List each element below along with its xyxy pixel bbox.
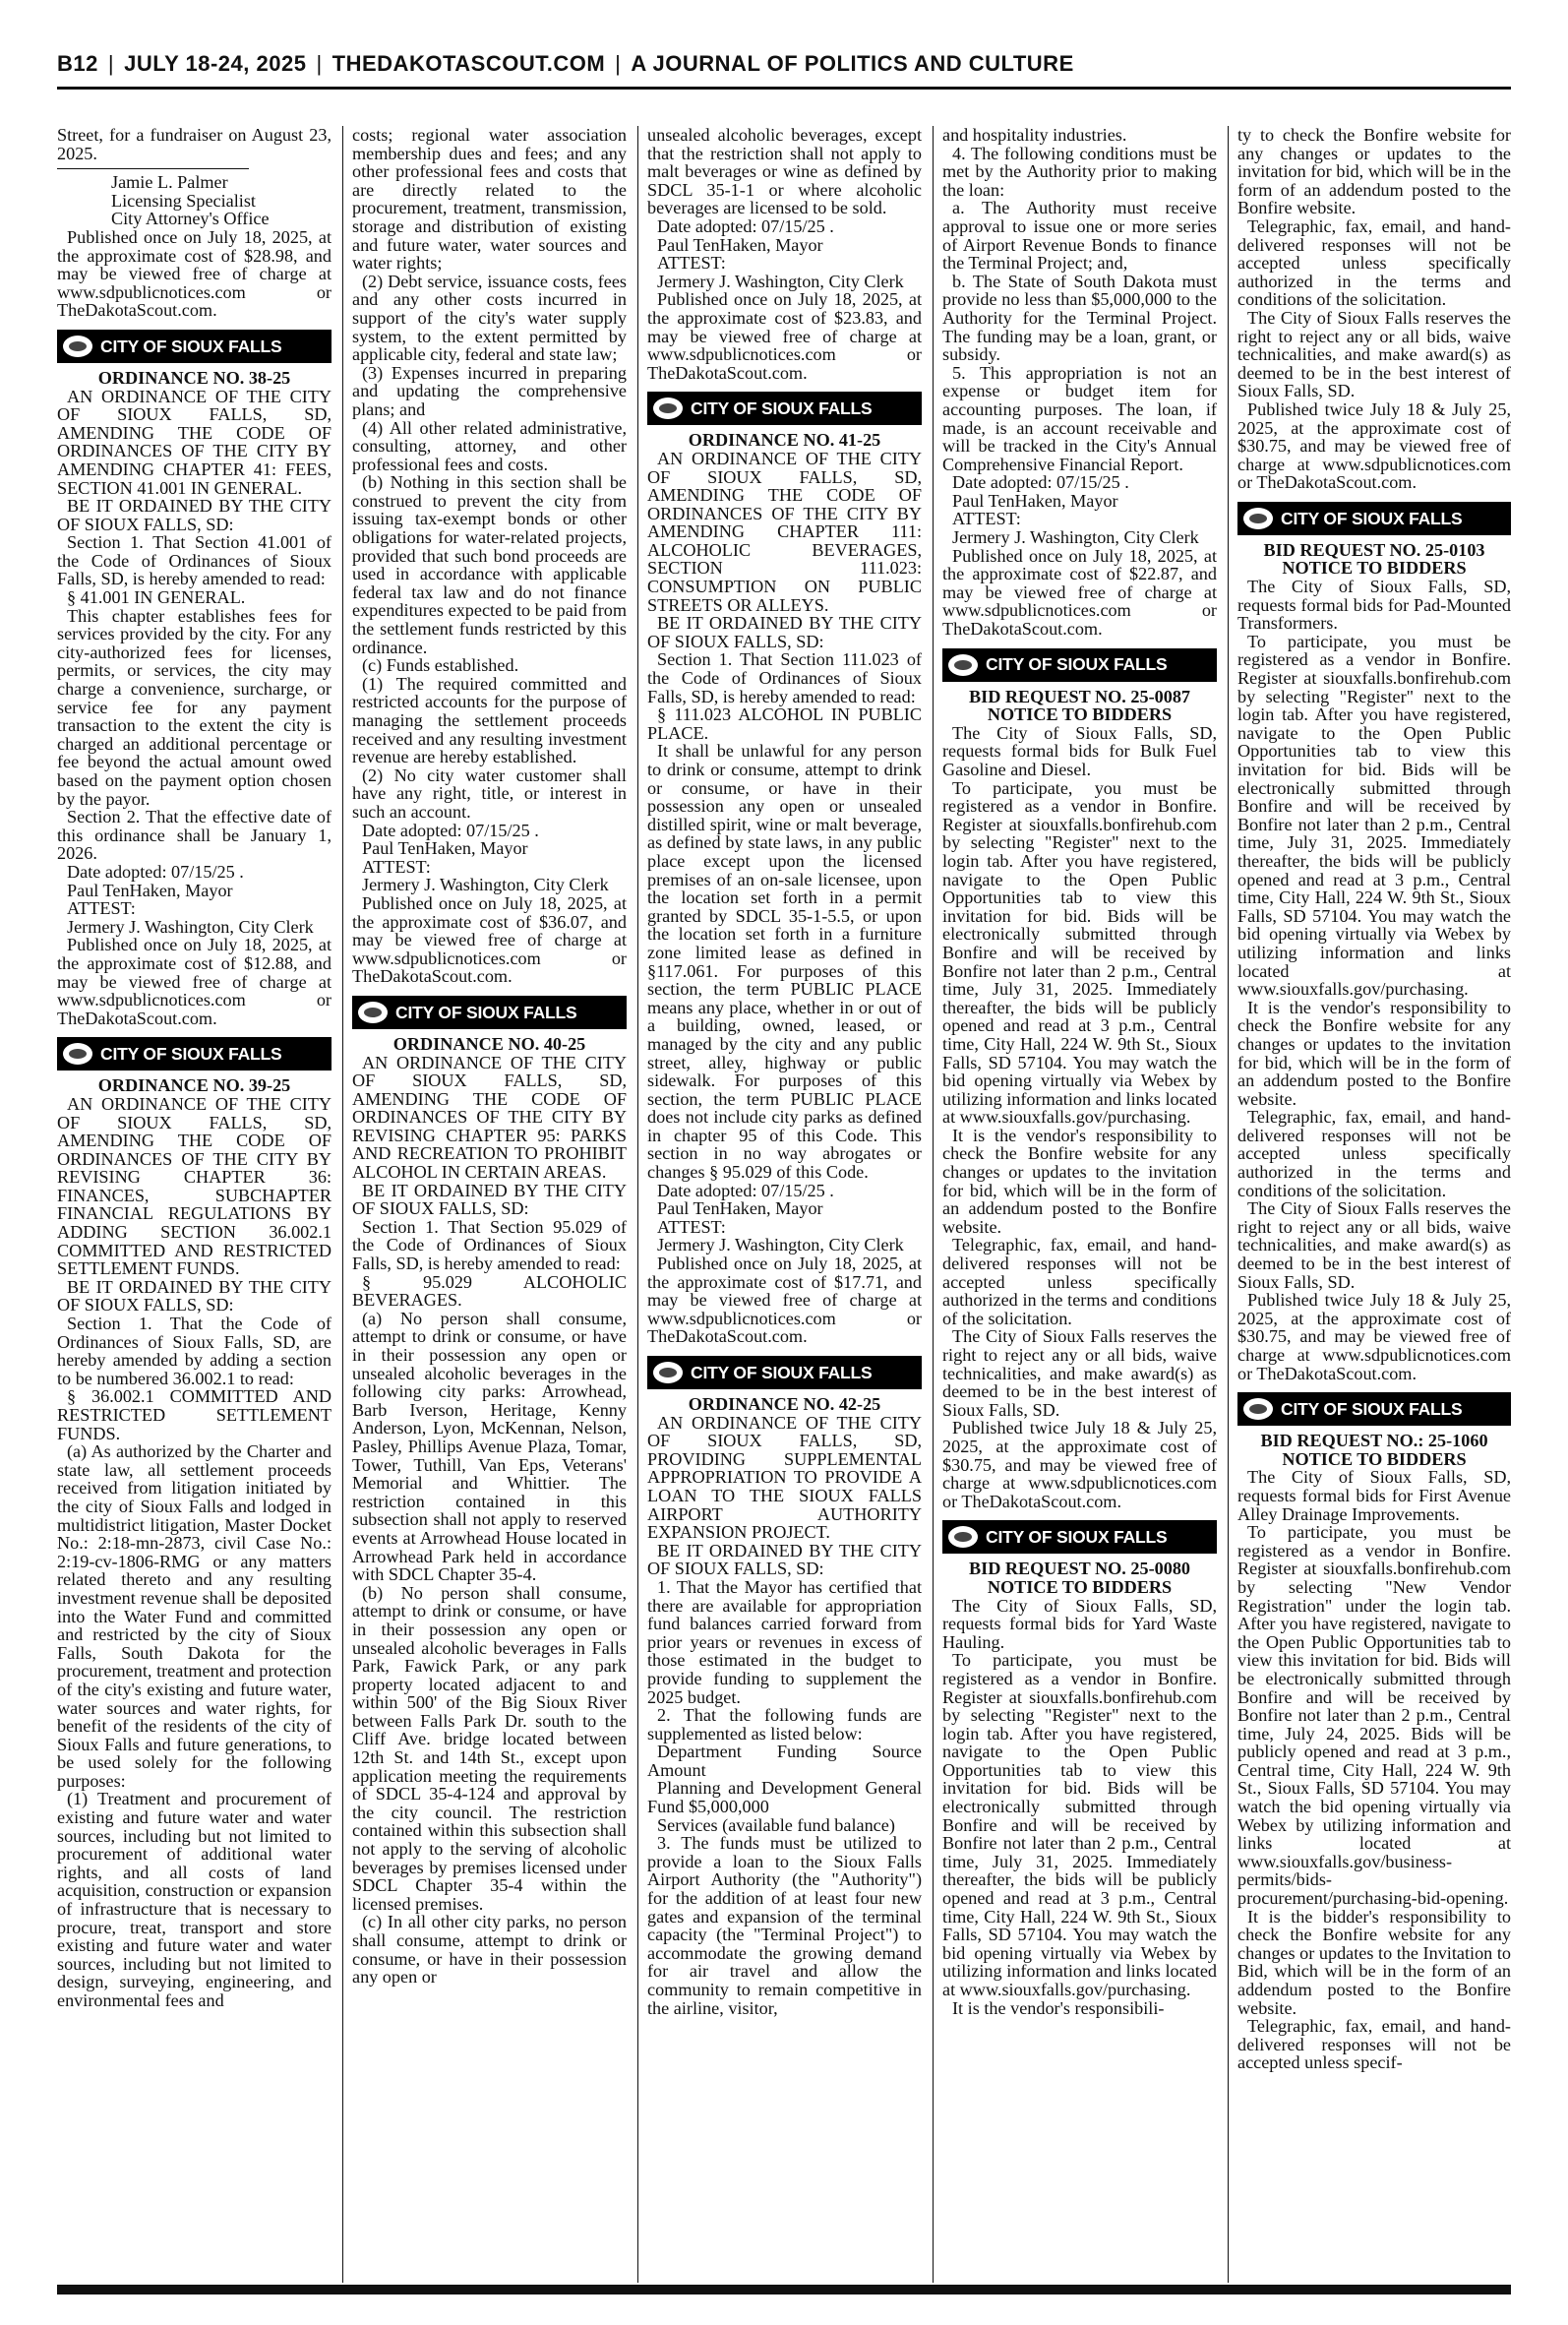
notice-columns — [57, 126, 1511, 2283]
notice-text: The City of Sioux Falls reserves the right to reject any or all bids, waive technicalities, and make award(s) as deemed to be in the best interest of Sioux Falls, SD. — [1237, 307, 1511, 401]
publication-note: Published once on July 18, 2025, at the approximate cost of $17.71, and may be viewed free of charge at www.sdpublicnotices.com or TheDakotaScout.com. — [647, 1254, 922, 1347]
notice-text: Telegraphic, fax, email, and hand-delivered responses will not be accepted unless specif- — [1237, 2016, 1511, 2073]
notice-text: The City of Sioux Falls reserves the right to reject any or all bids, waive technicalities, and make award(s) as deemed to be in the best interest of Sioux Falls, SD. — [942, 1326, 1217, 1420]
notice-text: 5. This appropriation is not an expense or budget item for accounting purposes. The loan, if made, is an account receivable and will be tracked in the City's Annual Comprehensive Financial Report. — [942, 362, 1217, 474]
notice-text: AN ORDINANCE OF THE CITY OF SIOUX FALLS, SD, PROVIDING SUPPLEMENTAL APPROPRIATION TO PROVIDE A LOAN TO THE SIOUX FALLS AIRPORT AUTHORITY EXPANSION PROJECT. — [647, 1412, 922, 1543]
notice-text: BE IT ORDAINED BY THE CITY OF SIOUX FALLS, SD: — [647, 1540, 922, 1579]
clerk-name: Jermery J. Washington, City Clerk — [657, 1235, 904, 1255]
notice-text: 1. That the Mayor has certified that there are available for appropriation fund balances carried forward from prior years or revenues in excess of those estimated in the budget to provide funding to supplement the 2025 budget. — [647, 1576, 922, 1707]
notice-text: To participate, you must be registered as a vendor in Bonfire. Register at siouxfalls.bonfirehub.com by selecting "New Vendor Registration" under the login tab. After you have registered, navigate to the Open Public Opportunities tab to view this invitation for bid. Bids will be electronically submitted through Bonfire and will be received by Bonfire not later than 2 p.m., Central time, July 24, 2025. Bids will be publicly opened and read at 3 p.m., Central time, City Hall, 224 W. 9th St., Sioux Falls, SD 57104. You may watch the bid opening virtually via Webex by utilizing information and links located at www.siouxfalls.gov/business-permits/bids-procurement/purchasing-bid-opening. — [1237, 1522, 1511, 1909]
notice-text: AN ORDINANCE OF THE CITY OF SIOUX FALLS, SD, AMENDING THE CODE OF ORDINANCES OF THE CITY BY REVISING CHAPTER 36: FINANCES, SUBCHAPTER FINANCIAL REGULATIONS BY ADDING SECTION 36.002.1 COMMITTED AND RESTRICTED SETTLEMENT FUNDS. — [57, 1093, 332, 1279]
notice-subtitle: NOTICE TO BIDDERS — [987, 1576, 1173, 1597]
mayor-name: Paul TenHaken, Mayor — [67, 880, 233, 900]
notice-text: Section 1. That the Code of Ordinances of Sioux Falls, SD, are hereby amended by adding a section to be numbered 36.002.1 to read: — [57, 1314, 332, 1388]
notice-text: ty to check the Bonfire website for any changes or updates to the invitation for bid, which will be in the form of an addendum posted to the Bonfire website. — [1237, 126, 1511, 218]
banner-label: CITY OF SIOUX FALLS — [1281, 1398, 1463, 1419]
notice-text: Planning and Development General Fund $5,000,000 — [647, 1778, 922, 1817]
section-banner — [942, 1520, 1217, 1554]
section-banner — [1237, 1392, 1511, 1426]
notice-text: AN ORDINANCE OF THE CITY OF SIOUX FALLS, SD, AMENDING THE CODE OF ORDINANCES OF THE CITY BY REVISING CHAPTER 95: PARKS AND RECREATION TO PROHIBIT ALCOHOL IN CERTAIN AREAS. — [352, 1052, 627, 1183]
notice-text: AN ORDINANCE OF THE CITY OF SIOUX FALLS, SD, AMENDING THE CODE OF ORDINANCES OF THE CITY BY AMENDING CHAPTER 111: ALCOHOLIC BEVERAGES, SECTION 111.023: CONSUMPTION ON PUBLIC STREETS OR ALLEYS. — [647, 448, 922, 615]
notice-text: costs; regional water association membership dues and fees; and any other professional fees and costs that are directly related to the procurement, treatment, transmission, storage and distribution of existing and future water, water sources and water rights; — [352, 126, 627, 274]
section-banner — [647, 392, 922, 425]
column-1 — [57, 126, 332, 2283]
column-4 — [942, 126, 1217, 2283]
notice-text: It shall be unlawful for any person to drink or consume, attempt to drink or consume, or have in their possession any open or unsealed distilled spirit, wine or malt beverage, as defined by state laws, in any public place except upon the licensed premises of an on-sale licensee, upon the location set forth in a permit granted by SDCL 35-1-5.5, or upon the location set forth in a furniture zone limited lease as defined in §117.061. For purposes of this section, the term PUBLIC PLACE means any place, whether in or out of a building, owned, leased, or managed by the city and any public street, alley, highway or public sidewalk. For purposes of this section, the term PUBLIC PLACE does not include city parks as defined in chapter 95 of this Code. This section in no way abrogates or changes § 95.029 of this Code. — [647, 741, 922, 1183]
notice-text: The City of Sioux Falls, SD, requests formal bids for First Avenue Alley Drainage Improvements. — [1237, 1467, 1511, 1524]
column-5 — [1237, 126, 1511, 2283]
column-3 — [647, 126, 922, 2283]
masthead — [57, 51, 1511, 90]
notice-text: It is the vendor's responsibili- — [952, 1997, 1165, 2018]
publication-note: Published once on July 18, 2025, at the approximate cost of $36.07, and may be viewed free of charge at www.sdpublicnotices.com or TheDakotaScout.com. — [352, 892, 627, 987]
notice-text: Department Funding Source Amount — [647, 1742, 922, 1780]
attest-label: ATTEST: — [67, 898, 136, 919]
notice-title: ORDINANCE NO. 38-25 — [97, 367, 291, 388]
publication-note: Published once on July 18, 2025, at the approximate cost of $23.83, and may be viewed free of charge at www.sdpublicnotices.com or TheDakotaScout.com. — [647, 289, 922, 383]
notice-text: 2. That the following funds are supplemented as listed below: — [647, 1705, 922, 1744]
notice-text: Telegraphic, fax, email, and hand-delivered responses will not be accepted unless specifically authorized in the terms and conditions of the solicitation. — [1237, 1107, 1511, 1200]
masthead-separator: | — [316, 51, 323, 76]
notice-text: It is the vendor's responsibility to check the Bonfire website for any changes or updates to the invitation for bid, which will be in the form of an addendum posted to the Bonfire website. — [942, 1125, 1217, 1237]
clerk-name: Jermery J. Washington, City Clerk — [67, 916, 314, 937]
notice-text: The City of Sioux Falls, SD, requests formal bids for Yard Waste Hauling. — [942, 1595, 1217, 1652]
divider-rule — [57, 168, 249, 169]
notice-subtitle: NOTICE TO BIDDERS — [1282, 1448, 1467, 1469]
notice-text: The City of Sioux Falls reserves the right to reject any or all bids, waive technicalities, and make award(s) as deemed to be in the best interest of Sioux Falls, SD. — [1237, 1198, 1511, 1292]
column-divider — [342, 126, 343, 2283]
city-seal-icon — [63, 1043, 92, 1065]
city-seal-icon — [63, 336, 92, 357]
notice-text: Telegraphic, fax, email, and hand-delivered responses will not be accepted unless specifically authorized in the terms and conditions of the solicitation. — [942, 1235, 1217, 1328]
notice-text: (c) Funds established. — [362, 655, 519, 676]
notice-text: (c) In all other city parks, no person shall consume, attempt to drink or consume, or have in their possession any open or — [352, 1912, 627, 1988]
clerk-name: Jermery J. Washington, City Clerk — [657, 271, 904, 291]
date-adopted: Date adopted: 07/15/25 . — [657, 1180, 834, 1200]
banner-label: CITY OF SIOUX FALLS — [691, 1362, 873, 1382]
section-banner — [942, 648, 1217, 682]
notice-text: § 36.002.1 COMMITTED AND RESTRICTED SETTLEMENT FUNDS. — [57, 1386, 332, 1443]
city-seal-icon — [653, 1362, 683, 1383]
column-2 — [352, 126, 627, 2283]
date-adopted: Date adopted: 07/15/25 . — [952, 472, 1129, 493]
tagline: A JOURNAL OF POLITICS AND CULTURE — [631, 51, 1074, 76]
signer-name: Jamie L. Palmer — [111, 172, 228, 193]
notice-text: § 95.029 ALCOHOLIC BEVERAGES. — [352, 1271, 627, 1311]
notice-text: (2) No city water customer shall have any right, title, or interest in such an account. — [352, 765, 627, 822]
city-seal-icon — [653, 398, 683, 419]
publication-note: Published twice July 18 & July 25, 2025, at the approximate cost of $30.75, and may be viewed free of charge at www.sdpublicnotices.com or TheDakotaScout.com. — [942, 1418, 1217, 1511]
notice-title: BID REQUEST NO. 25-0087 — [968, 686, 1191, 706]
notice-text: Section 2. That the effective date of this ordinance shall be January 1, 2026. — [57, 807, 332, 864]
banner-label: CITY OF SIOUX FALLS — [100, 336, 282, 356]
notice-text: BE IT ORDAINED BY THE CITY OF SIOUX FALLS, SD: — [352, 1180, 627, 1219]
notice-text: BE IT ORDAINED BY THE CITY OF SIOUX FALLS, SD: — [57, 1276, 332, 1315]
signer-title: Licensing Specialist — [111, 190, 256, 211]
publication-note: Published once on July 18, 2025, at the approximate cost of $12.88, and may be viewed free of charge at www.sdpublicnotices.com or TheDakotaScout.com. — [57, 935, 332, 1028]
notice-title: ORDINANCE NO. 41-25 — [688, 430, 881, 451]
city-seal-icon — [358, 1002, 388, 1023]
publication-note: Published twice July 18 & July 25, 2025, at the approximate cost of $30.75, and may be viewed free of charge at www.sdpublicnotices.com or TheDakotaScout.com. — [1237, 1290, 1511, 1383]
city-seal-icon — [1243, 1398, 1273, 1420]
notice-text: The City of Sioux Falls, SD, requests formal bids for Bulk Fuel Gasoline and Diesel. — [942, 722, 1217, 779]
notice-text: (4) All other related administrative, consulting, attorney, and other professional fees and costs. — [352, 417, 627, 474]
notice-text: BE IT ORDAINED BY THE CITY OF SIOUX FALLS, SD: — [57, 496, 332, 534]
notice-text: unsealed alcoholic beverages, except that the restriction shall not apply to malt beverages or wine as defined by SDCL 35-1-1 or where alcoholic beverages are licensed to be sold. — [647, 126, 922, 218]
notice-text: AN ORDINANCE OF THE CITY OF SIOUX FALLS, SD, AMENDING THE CODE OF ORDINANCES OF THE CITY BY AMENDING CHAPTER 41: FEES, SECTION 41.001 IN GENERAL. — [57, 386, 332, 498]
mayor-name: Paul TenHaken, Mayor — [657, 234, 823, 255]
notice-text: Section 1. That Section 111.023 of the Code of Ordinances of Sioux Falls, SD, is hereby amended to read: — [647, 649, 922, 706]
notice-text: Section 1. That Section 95.029 of the Code of Ordinances of Sioux Falls, SD, is hereby amended to read: — [352, 1216, 627, 1274]
column-divider — [637, 126, 638, 2283]
banner-label: CITY OF SIOUX FALLS — [986, 654, 1168, 675]
notice-text: § 41.001 IN GENERAL. — [67, 587, 246, 608]
column-divider — [933, 126, 934, 2283]
notice-subtitle: NOTICE TO BIDDERS — [987, 704, 1173, 725]
notice-title: BID REQUEST NO. 25-0103 — [1263, 539, 1485, 560]
attest-label: ATTEST: — [362, 856, 431, 877]
notice-title: ORDINANCE NO. 39-25 — [97, 1075, 291, 1096]
notice-text: To participate, you must be registered as a vendor in Bonfire. Register at siouxfalls.bonfirehub.com by selecting "Register" next to the login tab. After you have registered, navigate to the Open Public Opportunities tab to view this invitation for bid. Bids will be electronically submitted through Bonfire and will be received by Bonfire not later than 2 p.m., Central time, July 31, 2025. Immediately thereafter, the bids will be publicly opened and read at 3 p.m., Central time, City Hall, 224 W. 9th St., Sioux Falls, SD 57104. You may watch the bid opening virtually via Webex by utilizing information and links located at www.siouxfalls.gov/purchasing. — [942, 1650, 1217, 1999]
notice-text: It is the bidder's responsibility to check the Bonfire website for any changes or updates to the Invitation to Bid, which will be in the form of an addendum posted to the Bonfire website. — [1237, 1906, 1511, 2018]
notice-text: Street, for a fundraiser on August 23, 2025. — [57, 126, 332, 163]
section-banner — [352, 996, 627, 1029]
signer-office: City Attorney's Office — [111, 209, 270, 229]
city-seal-icon — [948, 1526, 978, 1548]
attest-label: ATTEST: — [952, 509, 1021, 529]
notice-text: Telegraphic, fax, email, and hand-delivered responses will not be accepted unless specifically authorized in the terms and conditions of the solicitation. — [1237, 215, 1511, 310]
clerk-name: Jermery J. Washington, City Clerk — [952, 527, 1199, 548]
notice-text: Section 1. That Section 41.001 of the Code of Ordinances of Sioux Falls, SD, is hereby amended to read: — [57, 532, 332, 589]
site-name: THEDAKOTASCOUT.COM — [332, 51, 606, 76]
notice-text: The City of Sioux Falls, SD, requests formal bids for Pad-Mounted Transformers. — [1237, 577, 1511, 634]
clerk-name: Jermery J. Washington, City Clerk — [362, 875, 609, 895]
notice-text: (b) Nothing in this section shall be construed to prevent the city from issuing tax-exempt bonds or other obligations for water-related projects, provided that such bond proceeds are used in accordance with applicable federal tax law and do not finance expenditures expected to be paid from the settlement funds restricted by this ordinance. — [352, 472, 627, 657]
notice-text: To participate, you must be registered as a vendor in Bonfire. Register at siouxfalls.bonfirehub.com by selecting "Register" next to the login tab. After you have registered, navigate to the Open Public Opportunities tab to view this invitation for bid. Bids will be electronically submitted through Bonfire and will be received by Bonfire not later than 2 p.m., Central time, July 31, 2025. Immediately thereafter, the bids will be publicly opened and read at 3 p.m., Central time, City Hall, 224 W. 9th St., Sioux Falls, SD 57104. You may watch the bid opening virtually via Webex by utilizing information and links located at www.siouxfalls.gov/purchasing. — [1237, 631, 1511, 1000]
page-number: B12 — [57, 51, 98, 76]
notice-text: This chapter establishes fees for services provided by the city. For any city-authorized fees for licenses, permits, or services, the city may charge a convenience, surcharge, or service fee for any payment transaction to the extent the city is charged an additional percentage or fee beyond the actual amount owed based on the payment option chosen by the payor. — [57, 605, 332, 809]
banner-label: CITY OF SIOUX FALLS — [1281, 508, 1463, 528]
notice-text: (b) No person shall consume, attempt to drink or consume, or have in their possession any open or unsealed alcoholic beverages in Falls Park, Fawick Park, or any park property located adjacent to and within 500' of the Big Sioux River between Falls Park Dr. south to the Cliff Ave. bridge located between 12th St. and 14th St., except upon application meeting the requirements of SDCL 35-4-124 and approval by the city council. The restriction contained within this subsection shall not apply to the serving of alcoholic beverages by premises licensed under SDCL Chapter 35-4 within the licensed premises. — [352, 1582, 627, 1914]
notice-text: (a) As authorized by the Charter and state law, all settlement proceeds received from litigation initiated by the city of Sioux Falls and lodged in multidistrict litigation, Master Docket No.: 2:18-mn-2873, civil Case No.: 2:19-cv-1806-RMG or any matters related thereto and any resulting investment revenue shall be deposited into the Water Fund and committed and restricted by the city of Sioux Falls, South Dakota for the procurement, treatment and protection of the city's existing and future water, water sources and water rights, for benefit of the residents of the city of Sioux Falls and future generations, to be used solely for the following purposes: — [57, 1441, 332, 1791]
banner-label: CITY OF SIOUX FALLS — [986, 1527, 1168, 1548]
notice-title: ORDINANCE NO. 42-25 — [688, 1394, 881, 1414]
footer-rule — [57, 2285, 1511, 2294]
notice-text: (a) No person shall consume, attempt to drink or consume, or have in their possession any open or unsealed alcoholic beverages in the following city parks: Arrowhead, Barb Iverson, Heritage, Kenny Anderson, Lyon, McKennan, Nelson, Pasley, Phillips Avenue Plaza, Tomar, Tower, Tuthill, Van Eps, Veterans' Memorial and Whittier. The restriction contained in this subsection shall not apply to reserved events at Arrowhead House located in Arrowhead Park held in accordance with SDCL Chapter 35-4. — [352, 1308, 627, 1585]
notice-text: It is the vendor's responsibility to check the Bonfire website for any changes or updates to the invitation for bid, which will be in the form of an addendum posted to the Bonfire website. — [1237, 997, 1511, 1109]
mayor-name: Paul TenHaken, Mayor — [362, 838, 528, 859]
publication-note: Published once on July 18, 2025, at the approximate cost of $22.87, and may be viewed free of charge at www.sdpublicnotices.com or TheDakotaScout.com. — [942, 545, 1217, 640]
issue-dates: JULY 18-24, 2025 — [124, 51, 307, 76]
column-divider — [1228, 126, 1229, 2283]
masthead-separator: | — [107, 51, 115, 76]
publication-note: Published twice July 18 & July 25, 2025, at the approximate cost of $30.75, and may be viewed free of charge at www.sdpublicnotices.com or TheDakotaScout.com. — [1237, 398, 1511, 493]
notice-text: b. The State of South Dakota must provide no less than $5,000,000 to the Authority for the Terminal Project. The funding may be a loan, grant, or subsidy. — [942, 271, 1217, 365]
notice-text: 4. The following conditions must be met by the Authority prior to making the loan: — [942, 143, 1217, 200]
section-banner — [1237, 502, 1511, 535]
notice-text: (1) The required committed and restricted accounts for the purpose of managing the settlement proceeds received and any resulting investment revenue are hereby established. — [352, 673, 627, 767]
notice-text: To participate, you must be registered as a vendor in Bonfire. Register at siouxfalls.bonfirehub.com by selecting "Register" next to the login tab. After you have registered, navigate to the Open Public Opportunities tab to view this invitation for bid. Bids will be electronically submitted through Bonfire and will be received by Bonfire not later than 2 p.m., Central time, July 31, 2025. Immediately thereafter, the bids will be publicly opened and read at 3 p.m., Central time, City Hall, 224 W. 9th St., Sioux Falls, SD 57104. You may watch the bid opening virtually via Webex by utilizing information and links located at www.siouxfalls.gov/purchasing. — [942, 777, 1217, 1128]
mayor-name: Paul TenHaken, Mayor — [952, 490, 1118, 511]
notice-text: (2) Debt service, issuance costs, fees and any other costs incurred in support of the city's water supply system, to the extent permitted by applicable city, federal and state law; — [352, 271, 627, 365]
city-seal-icon — [1243, 508, 1273, 529]
publication-note: Published once on July 18, 2025, at the approximate cost of $28.98, and may be viewed free of charge at www.sdpublicnotices.com or TheDakotaScout.com. — [57, 226, 332, 321]
attest-label: ATTEST: — [657, 253, 726, 274]
mayor-name: Paul TenHaken, Mayor — [657, 1198, 823, 1219]
notice-title: BID REQUEST NO.: 25-1060 — [1260, 1431, 1488, 1451]
notice-text: a. The Authority must receive approval to issue one or more series of Airport Revenue Bonds to finance the Terminal Project; and, — [942, 198, 1217, 274]
notice-text: § 111.023 ALCOHOL IN PUBLIC PLACE. — [647, 704, 922, 743]
date-adopted: Date adopted: 07/15/25 . — [657, 215, 834, 236]
masthead-separator: | — [615, 51, 622, 76]
section-banner — [647, 1356, 922, 1389]
notice-text: BE IT ORDAINED BY THE CITY OF SIOUX FALLS, SD: — [647, 613, 922, 651]
date-adopted: Date adopted: 07/15/25 . — [362, 820, 539, 840]
notice-text: and hospitality industries. — [942, 126, 1127, 145]
banner-label: CITY OF SIOUX FALLS — [395, 1002, 577, 1022]
notice-text: (1) Treatment and procurement of existing and future water and water sources, including but not limited to procurement of additional water rights, and all costs of land acquisition, construction or expansion of infrastructure that is necessary to procure, treat, transport and store existing and future water and water sources, including but not limited to design, surveying, engineering, and environmental fees and — [57, 1789, 332, 2010]
banner-label: CITY OF SIOUX FALLS — [691, 398, 873, 419]
notice-text: Services (available fund balance) — [657, 1814, 895, 1835]
notice-text: (3) Expenses incurred in preparing and updating the comprehensive plans; and — [352, 362, 627, 419]
date-adopted: Date adopted: 07/15/25 . — [67, 861, 244, 882]
section-banner — [57, 330, 332, 363]
banner-label: CITY OF SIOUX FALLS — [100, 1044, 282, 1065]
notice-title: ORDINANCE NO. 40-25 — [392, 1033, 586, 1054]
notice-subtitle: NOTICE TO BIDDERS — [1282, 558, 1467, 579]
notice-title: BID REQUEST NO. 25-0080 — [968, 1559, 1191, 1579]
notice-text: 3. The funds must be utilized to provide a loan to the Sioux Falls Airport Authority (the "Authority") for the addition of at least four new gates and expansion of the terminal capacity (the "Terminal Project") to accommodate the growing demand for air travel and allow the community to remain competitive in the airline, visitor, — [647, 1833, 922, 2018]
attest-label: ATTEST: — [657, 1216, 726, 1237]
section-banner — [57, 1037, 332, 1071]
city-seal-icon — [948, 654, 978, 676]
